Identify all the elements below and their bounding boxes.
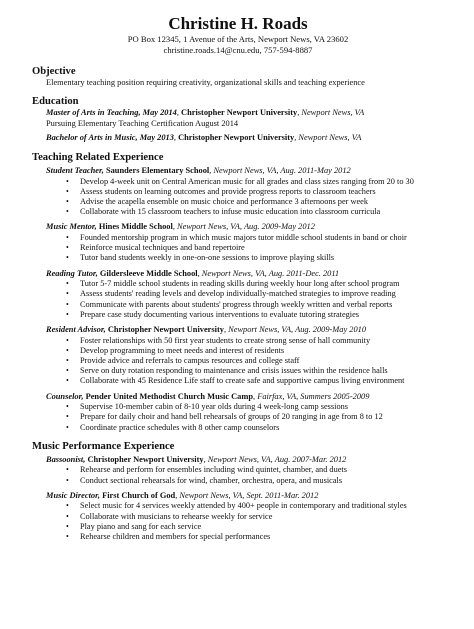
job-organization: First Church of God <box>102 490 176 500</box>
job-bullets <box>32 402 444 433</box>
job-organization: Saunders Elementary School <box>105 166 210 175</box>
objective-heading: Objective <box>32 66 76 77</box>
bullet-item: • Tutor 5-7 middle school students in reading skills during weekly hour long after school program <box>32 279 444 289</box>
bullet-item: • Develop 4-week unit on Central American music for all grades and class sizes ranging from 20 to 30 <box>32 177 444 187</box>
bullet-item: • Communicate with parents about students' progress through weekly written and verbal reports <box>32 300 444 310</box>
job-header: Reading Tutor, Gildersleeve Middle School, Newport News, VA, Aug. 2011-Dec. 2011 <box>46 268 340 278</box>
job-header: Bassoonist, Christopher Newport University, Newport News, VA, Aug. 2007-Mar. 2012 <box>46 454 347 464</box>
bullet-item: • Founded mentorship program in which music majors tutor middle school students in band or choir <box>32 233 444 243</box>
teaching-job-list <box>32 166 444 433</box>
candidate-name: Christine H. Roads <box>168 14 308 33</box>
objective-text: Elementary teaching position requiring creativity, organizational skills and teaching experience <box>46 78 365 87</box>
degree: Bachelor of Arts in Music, May 2013 <box>46 133 174 143</box>
job-details: Fairfax, VA, Summers 2005-2009 <box>257 391 370 401</box>
bullet-item: • Provide advice and referrals to campus resources and college staff <box>32 356 444 366</box>
music-job-list <box>32 455 444 542</box>
bullet-item: • Tutor band students weekly in one-on-one sessions to improve playing skills <box>32 253 444 263</box>
bullet-item: • Prepare case study documenting various interventions to evaluate tutoring strategies <box>32 310 444 320</box>
job-header: Counselor, Pender United Methodist Church Music Camp, Fairfax, VA, Summers 2005-2009 <box>46 391 370 401</box>
bullet-item: • Foster relationships with 50 first year students to create strong sense of hall community <box>32 336 444 346</box>
job-details: Newport News, VA, Aug. 2009-May 2012 <box>177 222 315 232</box>
bullet-item: • Play piano and sang for each service <box>32 522 444 532</box>
job-organization: Gildersleeve Middle School <box>99 268 198 278</box>
bullet-item: • Develop programming to meet needs and interest of residents <box>32 346 444 356</box>
job-details: Newport News, VA, Aug. 2007-Mar. 2012 <box>207 454 347 464</box>
bullet-item: • Collaborate with 45 Residence Life staff to create safe and supportive campus living environment <box>32 376 444 386</box>
school: Christopher Newport University <box>178 133 295 143</box>
bullet-item: • Assess students' reading levels and develop individually-matched strategies to improve reading <box>32 289 444 299</box>
job-bullets <box>32 465 444 485</box>
bullet-item: • Supervise 10-member cabin of 8-10 year olds during 4 week-long camp sessions <box>32 402 444 412</box>
job-header: Resident Advisor, Christopher Newport University, Newport News, VA, Aug. 2009-May 2010 <box>46 325 367 335</box>
education-section <box>32 95 444 144</box>
job-bullets <box>32 177 444 218</box>
job-bullets <box>32 233 444 264</box>
job-header: Student Teacher, Saunders Elementary School, Newport News, VA, Aug. 2011-May 2012 <box>46 166 351 175</box>
contact-email-phone: christine.roads.14@cnu.edu, 757-594-8887 <box>163 45 313 55</box>
bullet-item: • Rehearse and perform for ensembles including wind quintet, chamber, and duets <box>32 465 444 475</box>
location: Newport News, VA <box>298 133 362 143</box>
education-note: Pursuing Elementary Teaching Certification August 2014 <box>46 119 239 128</box>
job-entry <box>32 166 444 217</box>
bullet-item: • Prepare for daily choir and hand bell rehearsals of groups of 20 ranging in age from 8 to 12 <box>32 412 444 422</box>
job-entry <box>32 392 444 433</box>
contact-address: PO Box 12345, 1 Avenue of the Arts, Newport News, VA 23602 <box>127 34 349 44</box>
job-entry <box>32 455 444 486</box>
job-title: Counselor, <box>46 391 84 401</box>
education-entry-header: Master of Arts in Teaching, May 2014, Christopher Newport University, Newport News, VA <box>46 108 365 118</box>
school: Christopher Newport University <box>181 108 298 118</box>
job-details: Newport News, VA, Aug. 2011-May 2012 <box>213 166 351 175</box>
job-organization: Hines Middle School <box>98 222 173 232</box>
job-header: Music Director, First Church of God, Newport News, VA, Sept. 2011-Mar. 2012 <box>46 490 319 500</box>
job-title: Music Mentor, <box>46 222 97 232</box>
job-details: Newport News, VA, Aug. 2009-May 2010 <box>228 325 367 335</box>
teaching-heading: Teaching Related Experience <box>32 152 164 163</box>
job-organization: Christopher Newport University <box>87 454 204 464</box>
bullet-item: • Assess students on learning outcomes and provide progress reports to classroom teachers <box>32 187 444 197</box>
job-organization: Christopher Newport University <box>107 325 224 335</box>
job-bullets <box>32 501 444 542</box>
bullet-item: • Rehearse children and members for special performances <box>32 532 444 542</box>
job-entry <box>32 269 444 320</box>
job-title: Student Teacher, <box>46 166 104 175</box>
bullet-item: • Reinforce musical techniques and band repertoire <box>32 243 444 253</box>
bullet-item: • Collaborate with 15 classroom teachers to infuse music education into classroom curricula <box>32 207 444 217</box>
teaching-section <box>32 151 444 433</box>
bullet-item: • Advise the acapella ensemble on music choice and performance 3 afternoons per week <box>32 197 444 207</box>
music-section <box>32 440 444 542</box>
job-details: Newport News, VA, Sept. 2011-Mar. 2012 <box>179 490 319 500</box>
objective-section <box>32 65 444 88</box>
degree: Master of Arts in Teaching, May 2014 <box>46 108 177 118</box>
job-title: Reading Tutor, <box>46 268 98 278</box>
job-bullets <box>32 279 444 320</box>
education-heading: Education <box>32 96 79 108</box>
job-organization: Pender United Methodist Church Music Camp <box>85 391 254 401</box>
job-title: Bassoonist, <box>46 454 86 464</box>
job-entry <box>32 222 444 263</box>
job-header: Music Mentor, Hines Middle School, Newport News, VA, Aug. 2009-May 2012 <box>46 222 315 232</box>
bullet-item: • Collaborate with musicians to rehearse weekly for service <box>32 512 444 522</box>
bullet-item: • Coordinate practice schedules with 8 other camp counselors <box>32 423 444 433</box>
job-title: Music Director, <box>46 490 100 500</box>
bullet-item: • Serve on duty rotation responding to maintenance and crisis issues within the residence halls <box>32 366 444 376</box>
location: Newport News, VA <box>301 108 365 118</box>
education-entry-header: Bachelor of Arts in Music, May 2013, Christopher Newport University, Newport News, VA <box>46 133 362 143</box>
job-details: Newport News, VA, Aug. 2011-Dec. 2011 <box>201 268 340 278</box>
music-heading: Music Performance Experience <box>32 440 175 452</box>
bullet-item: • Select music for 4 services weekly attended by 400+ people in contemporary and traditional styles <box>32 501 444 511</box>
job-entry <box>32 491 444 542</box>
job-entry <box>32 325 444 387</box>
job-bullets <box>32 336 444 387</box>
job-title: Resident Advisor, <box>46 325 106 335</box>
bullet-item: • Conduct sectional rehearsals for wind, chamber, orchestra, opera, and musicals <box>32 476 444 486</box>
